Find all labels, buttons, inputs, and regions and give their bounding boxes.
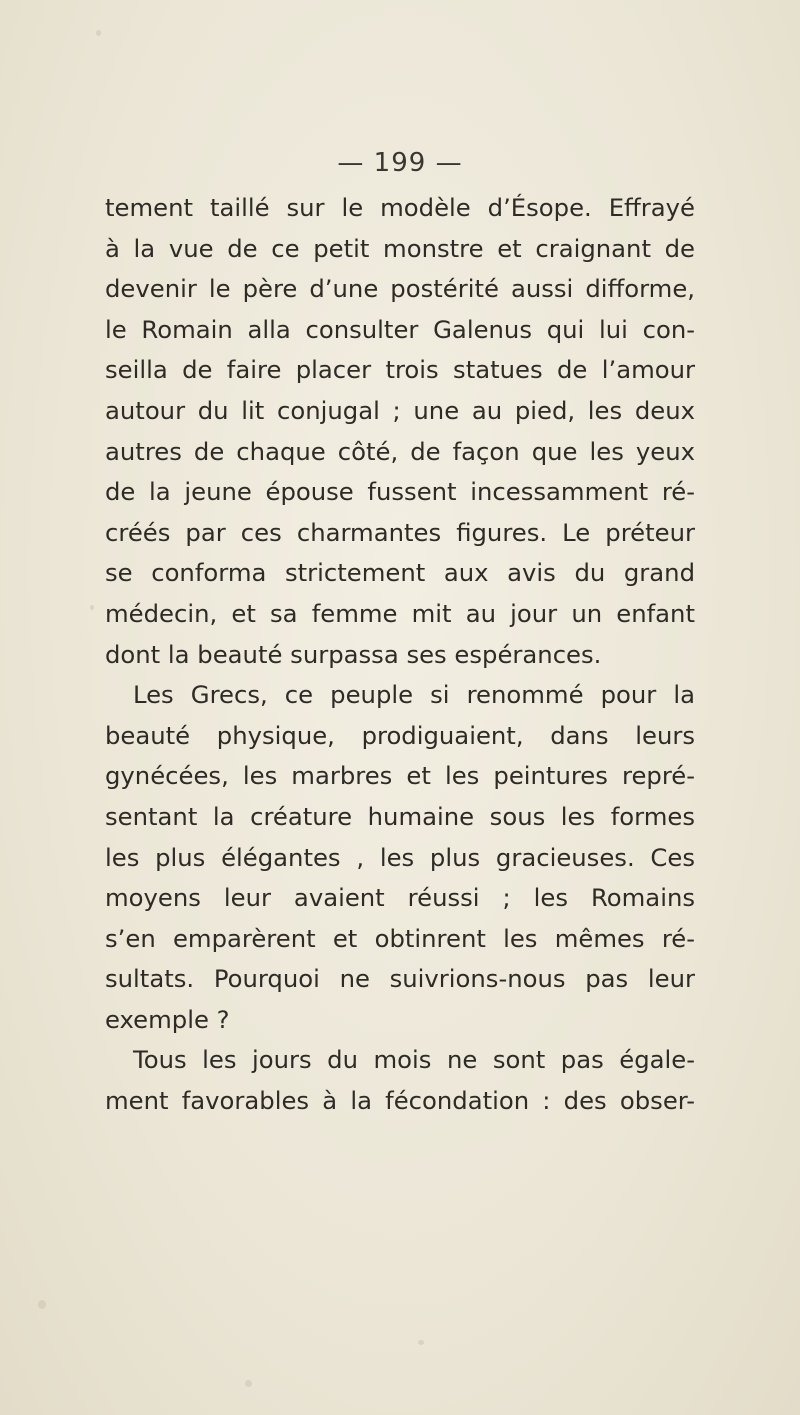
text-line: exemple ? [105,1004,230,1034]
text-line: sultats. Pourquoi ne suivrions-nous pas leur [105,964,695,994]
text-line: devenir le père d’une postérité aussi difforme, [105,274,695,304]
text-line: s’en emparèrent et obtinrent les mêmes ré- [105,923,695,953]
text-line: autres de chaque côté, de façon que les yeux [105,436,695,466]
text-line: Tous les jours du mois ne sont pas égale- [133,1045,695,1075]
paper-speck [90,605,94,610]
text-line: moyens leur avaient réussi ; les Romains [105,883,695,913]
paper-speck [96,30,101,36]
text-line: créés par ces charmantes figures. Le préteur [105,517,695,547]
text-line: ment favorables à la fécondation : des obser- [105,1086,695,1116]
text-line: seilla de faire placer trois statues de l’amour [105,355,695,385]
text-line: Les Grecs, ce peuple si renommé pour la [133,680,695,710]
text-line: se conforma strictement aux avis du grand [105,558,695,588]
text-line: beauté physique, prodiguaient, dans leurs [105,720,695,750]
paper-speck [38,1300,46,1309]
page-body-text [105,188,695,1122]
text-line: à la vue de ce petit monstre et craignant de [105,233,695,263]
text-line: gynécées, les marbres et les peintures repré- [105,761,695,791]
paper-speck [245,1380,252,1387]
text-line: médecin, et sa femme mit au jour un enfant [105,598,695,628]
text-line: sentant la créature humaine sous les formes [105,801,695,831]
paper-speck [418,1340,424,1345]
text-line: autour du lit conjugal ; une au pied, les deux [105,395,695,425]
text-line: dont la beauté surpassa ses espérances. [105,639,602,669]
text-line: de la jeune épouse fussent incessamment ré- [105,477,695,507]
text-line: les plus élégantes , les plus gracieuses. Ces [105,842,695,872]
text-line: le Romain alla consulter Galenus qui lui con- [105,314,695,344]
text-line: tement taillé sur le modèle d’Ésope. Effrayé [105,193,695,222]
page-number: — 199 — [337,148,463,178]
